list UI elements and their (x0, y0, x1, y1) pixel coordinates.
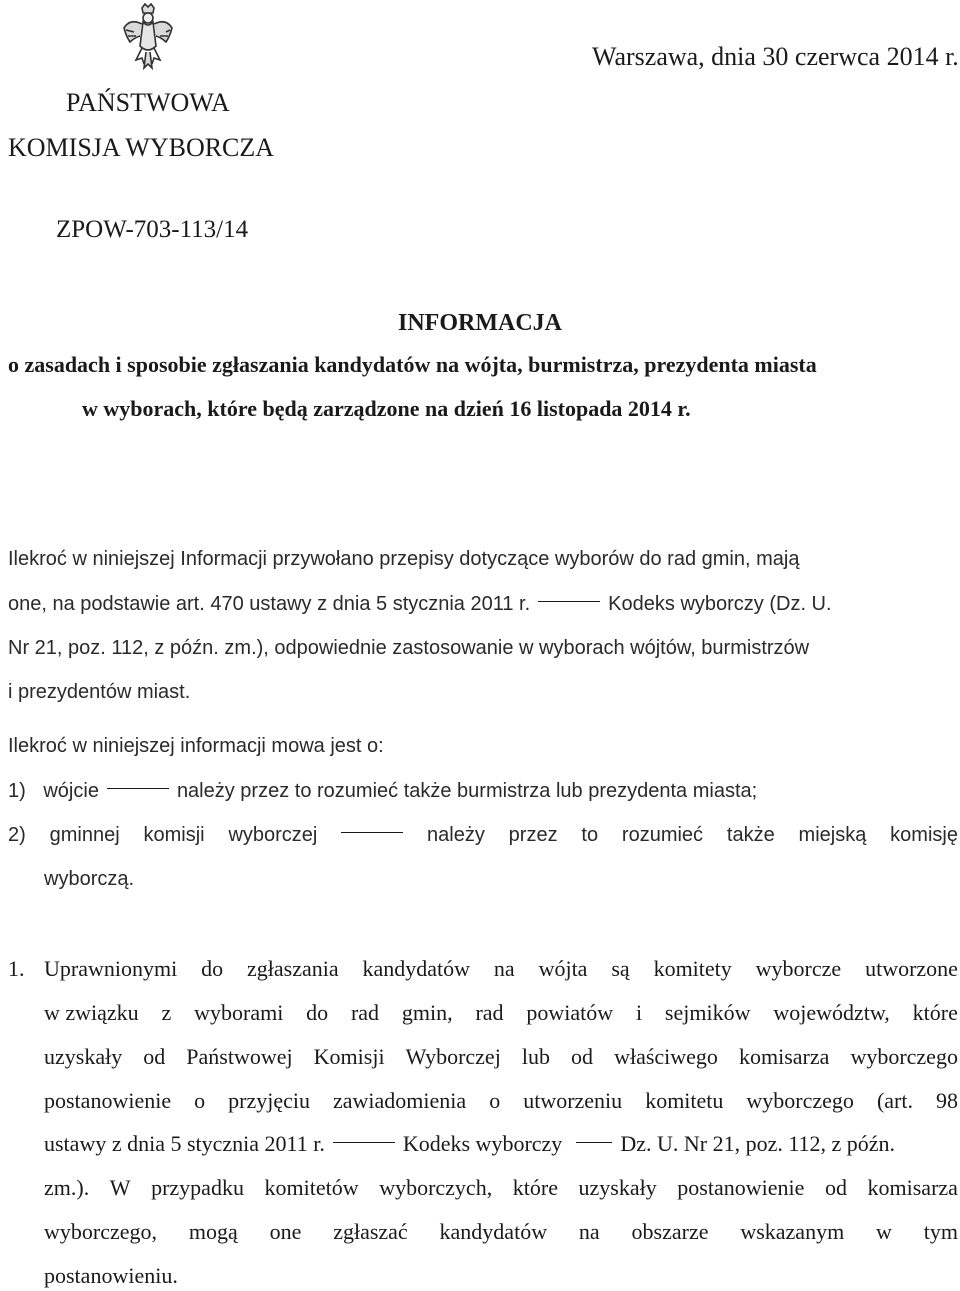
section-1-line-5c: Dz. U. Nr 21, poz. 112, z późn. (620, 1131, 896, 1156)
word: wyborami (194, 1000, 284, 1025)
em-dash (107, 788, 169, 789)
org-name-line1: PAŃSTWOWA (66, 88, 230, 117)
definition-1-number: 1) (8, 780, 26, 802)
section-1-line-4 (44, 1088, 958, 1114)
word: do (201, 956, 224, 981)
document-subtitle-line1: o zasadach i sposobie zgłaszania kandydatów na wójta, burmistrza, prezydenta miasta (8, 352, 817, 377)
word: wójta (538, 956, 588, 981)
word: to (581, 824, 599, 846)
word: przypadku (151, 1175, 244, 1200)
word: które (912, 1000, 958, 1025)
word: komisarza (738, 1044, 830, 1069)
word: Wyborczej (405, 1044, 501, 1069)
word: 98 (936, 1088, 958, 1113)
word: na (493, 956, 515, 981)
intro-line-2 (8, 593, 832, 616)
word: Państwowej (186, 1044, 293, 1069)
word: uzyskały (44, 1044, 123, 1069)
word: należy (427, 824, 485, 846)
word: wskazanym (740, 1219, 845, 1244)
definition-2-continuation: wyborczą. (44, 868, 135, 890)
word: komitety (653, 956, 732, 981)
section-1-line-5 (44, 1131, 895, 1157)
document-title: INFORMACJA (398, 310, 562, 336)
word: są (611, 956, 630, 981)
word: tym (923, 1219, 958, 1244)
section-1-line-5b: Kodeks wyborczy (402, 1131, 563, 1156)
word: komisarza (867, 1175, 958, 1200)
definition-1-term: wójcie (43, 780, 99, 802)
word: powiatów (526, 1000, 614, 1025)
em-dash (538, 601, 600, 602)
word: od (824, 1175, 847, 1200)
word: wyborczego (746, 1088, 854, 1113)
em-dash (341, 832, 403, 833)
section-1-line-3 (44, 1044, 958, 1070)
org-name-line2: KOMISJA WYBORCZA (8, 133, 275, 162)
word: zm.). (44, 1175, 90, 1200)
word: utworzeniu (523, 1088, 623, 1113)
word: które (512, 1175, 558, 1200)
word: właściwego (614, 1044, 718, 1069)
section-1-line-8: postanowieniu. (44, 1263, 178, 1288)
word: komisji (143, 824, 205, 846)
intro-line-2a: one, na podstawie art. 470 ustawy z dnia 5 stycznia 2011 r. (8, 593, 531, 615)
word: (art. (876, 1088, 913, 1113)
word: w (876, 1219, 892, 1244)
word: od (571, 1044, 594, 1069)
document-date: Warszawa, dnia 30 czerwca 2014 r. (592, 42, 959, 71)
word: miejską (798, 824, 867, 846)
reference-number: ZPOW-703-113/14 (56, 216, 249, 243)
word: o (194, 1088, 206, 1113)
word: sejmików (664, 1000, 751, 1025)
word: komitetów (264, 1175, 359, 1200)
word: wyborczego (850, 1044, 958, 1069)
word: W (109, 1175, 131, 1200)
word: rozumieć (621, 824, 704, 846)
word: kandydatów (439, 1219, 548, 1244)
word: uzyskały (578, 1175, 657, 1200)
word: przez (508, 824, 558, 846)
section-1-number: 1. (8, 956, 25, 981)
word: rad (350, 1000, 380, 1025)
word: zawiadomienia (333, 1088, 467, 1113)
intro-line-2b: Kodeks wyborczy (Dz. U. (608, 593, 832, 615)
word: wyborczych, (379, 1175, 493, 1200)
word: obszarze (631, 1219, 709, 1244)
word: one (269, 1219, 302, 1244)
word: wyborczego, (44, 1219, 158, 1244)
word: w związku (44, 1000, 139, 1025)
word: zgłaszać (333, 1219, 408, 1244)
em-dash (333, 1142, 395, 1143)
word: od (143, 1044, 166, 1069)
word: gminnej (49, 824, 120, 846)
word: kandydatów (362, 956, 471, 981)
word: komisję (890, 824, 958, 846)
word: komitetu (645, 1088, 724, 1113)
definition-1-text: należy przez to rozumieć także burmistrza lub prezydenta miasta; (176, 780, 758, 802)
section-1-line-2 (44, 1000, 958, 1026)
section-1-line-1 (44, 956, 958, 982)
word: na (578, 1219, 600, 1244)
word: lub (521, 1044, 550, 1069)
word: mogą (188, 1219, 238, 1244)
word: o (489, 1088, 501, 1113)
intro-line-4: i prezydentów miast. (8, 681, 191, 703)
word: wyborcze (755, 956, 842, 981)
word: Komisji (313, 1044, 385, 1069)
intro-line-1: Ilekroć w niniejszej Informacji przywołano przepisy dotyczące wyborów do rad gmin, mają (8, 548, 800, 570)
en-dash (576, 1142, 612, 1143)
word: zgłaszania (246, 956, 339, 981)
word: gmin, (401, 1000, 453, 1025)
word: postanowienie (44, 1088, 172, 1113)
word: Uprawnionymi (44, 956, 178, 981)
intro-line-3: Nr 21, poz. 112, z późn. zm.), odpowiednie zastosowanie w wyborach wójtów, burmistrzów (8, 637, 810, 659)
word: wyborczej (228, 824, 318, 846)
definition-2 (8, 824, 958, 847)
word: rad (475, 1000, 504, 1025)
definition-1 (8, 780, 757, 803)
word: także (726, 824, 775, 846)
section-1-line-6 (44, 1175, 958, 1201)
definitions-lead: Ilekroć w niniejszej informacji mowa jest o: (8, 735, 384, 757)
document-subtitle-line2: w wyborach, które będą zarządzone na dzień 16 listopada 2014 r. (82, 396, 691, 421)
definition-2-number: 2) (8, 824, 26, 846)
word: województw, (773, 1000, 890, 1025)
word: utworzone (865, 956, 958, 981)
section-1-line-5a: ustawy z dnia 5 stycznia 2011 r. (44, 1131, 325, 1156)
polish-eagle-emblem-icon (120, 2, 176, 70)
word: postanowienie (677, 1175, 805, 1200)
word: przyjęciu (228, 1088, 310, 1113)
word: do (306, 1000, 329, 1025)
section-1-line-7 (44, 1219, 958, 1245)
word: i (635, 1000, 643, 1025)
word: z (161, 1000, 172, 1025)
